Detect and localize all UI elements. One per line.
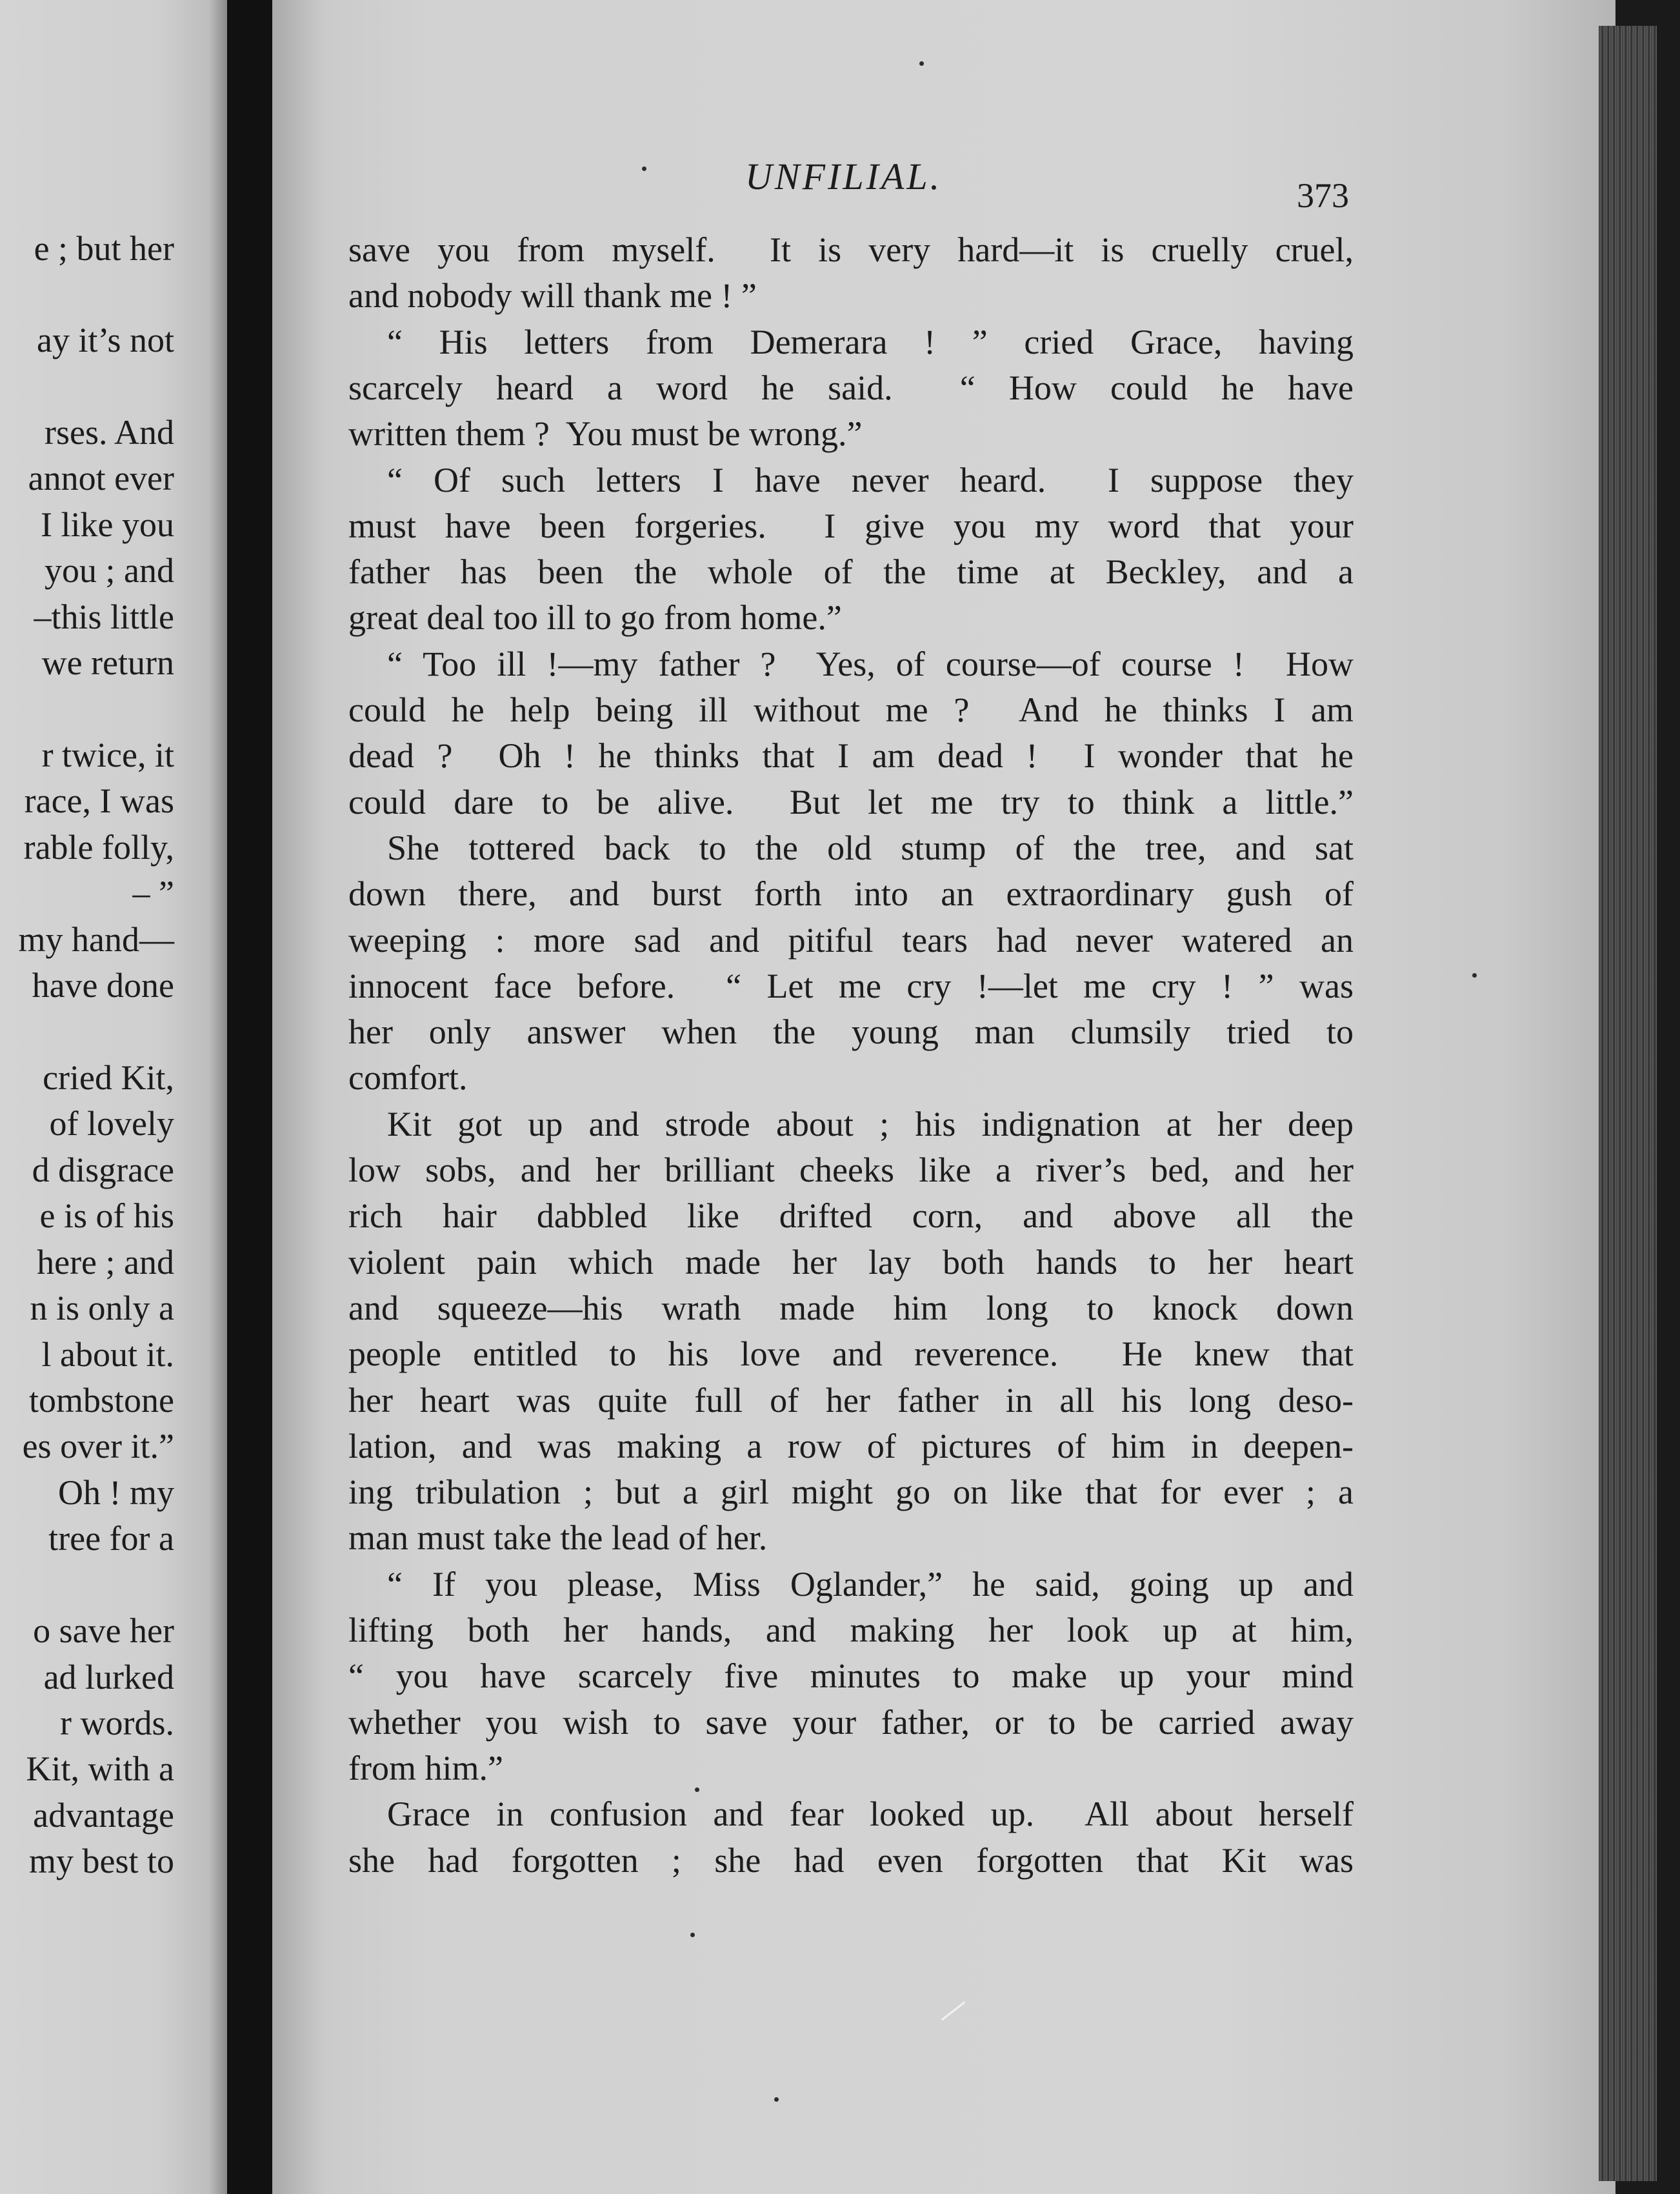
left-page-line: annot ever <box>28 459 174 498</box>
dust-speck <box>690 1933 695 1937</box>
left-page-line: I like you <box>41 505 174 544</box>
left-page-line: race, I was <box>24 781 174 820</box>
dust-speck <box>919 61 924 66</box>
body-line: lifting both her hands, and making her look up at him, <box>348 1611 1354 1649</box>
body-line: lation, and was making a row of pictures of him in deepen- <box>348 1426 1354 1465</box>
body-line: innocent face before. “ Let me cry !—let me cry ! ” was <box>348 966 1354 1005</box>
left-page-line: o save her <box>33 1611 174 1650</box>
body-line: scarcely heard a word he said. “ How could he have <box>348 368 1354 407</box>
body-line: her heart was quite full of her father in all his long deso- <box>348 1380 1354 1420</box>
left-page-line: rable folly, <box>23 828 174 867</box>
left-page-line: ay it’s not <box>37 321 174 359</box>
left-page <box>0 0 227 2194</box>
dust-speck <box>642 166 646 171</box>
left-page-line: e ; but her <box>34 229 174 268</box>
left-page-line: have done <box>32 966 174 1005</box>
left-page-line: r twice, it <box>41 736 174 774</box>
page-number: 373 <box>1297 176 1349 215</box>
body-line: father has been the whole of the time at Beckley, and a <box>348 552 1354 592</box>
left-page-line: Kit, with a <box>26 1749 174 1788</box>
body-line: “ If you please, Miss Oglander,” he said, going up and <box>387 1564 1354 1604</box>
left-page-line: you ; and <box>45 551 174 590</box>
body-line: rich hair dabbled like drifted corn, and above all the <box>348 1196 1354 1236</box>
body-line: must have been forgeries. I give you my word that your <box>348 506 1354 545</box>
body-line: people entitled to his love and reverence. He knew that <box>348 1334 1354 1374</box>
dust-speck <box>1472 973 1477 978</box>
body-line: from him.” <box>348 1748 503 1787</box>
book-gutter <box>227 0 272 2194</box>
body-line: she had forgotten ; she had even forgotten that Kit was <box>348 1840 1354 1880</box>
page-edge <box>1599 26 1657 2181</box>
dust-speck <box>774 2097 779 2102</box>
body-line: ing tribulation ; but a girl might go on like that for ever ; a <box>348 1473 1354 1512</box>
left-page-line: es over it.” <box>22 1427 174 1465</box>
body-line: low sobs, and her brilliant cheeks like a river’s bed, and her <box>348 1151 1354 1189</box>
left-page-line: e is of his <box>39 1196 174 1235</box>
body-line: and nobody will thank me ! ” <box>348 276 757 316</box>
dust-speck <box>695 1787 699 1792</box>
left-page-line: my best to <box>29 1842 174 1880</box>
left-page-line: d disgrace <box>32 1151 174 1189</box>
body-line: and squeeze—his wrath made him long to knock down <box>348 1288 1354 1327</box>
left-page-line: we return <box>41 643 174 682</box>
body-line: She tottered back to the old stump of the tree, and sat <box>387 828 1354 867</box>
body-line: “ Too ill !—my father ? Yes, of course—of course ! How <box>387 644 1354 683</box>
left-page-line: here ; and <box>37 1243 174 1282</box>
body-line: down there, and burst forth into an extraordinary gush of <box>348 874 1354 914</box>
body-line: whether you wish to save your father, or to be carried away <box>348 1702 1354 1742</box>
body-line: “ Of such letters I have never heard. I suppose they <box>387 460 1354 499</box>
left-page-line: Oh ! my <box>58 1473 174 1512</box>
body-line: Grace in confusion and fear looked up. All about herself <box>387 1795 1354 1834</box>
left-page-line: tree for a <box>48 1519 174 1558</box>
body-line: dead ? Oh ! he thinks that I am dead ! I wonder that he <box>348 736 1354 776</box>
left-page-line: – ” <box>132 874 174 912</box>
body-line: Kit got up and strode about ; his indignation at her deep <box>387 1104 1354 1143</box>
left-page-line: n is only a <box>30 1289 174 1327</box>
left-page-line: my hand— <box>18 920 174 959</box>
body-line: comfort. <box>348 1058 468 1098</box>
left-page-line: advantage <box>33 1796 174 1835</box>
left-page-line: l about it. <box>41 1335 174 1374</box>
body-line: violent pain which made her lay both hands to her heart <box>348 1242 1354 1282</box>
running-header: UNFILIAL. <box>745 156 943 197</box>
left-page-line: tombstone <box>29 1381 174 1420</box>
body-line: weeping : more sad and pitiful tears had never watered an <box>348 920 1354 960</box>
left-page-line: cried Kit, <box>43 1058 174 1097</box>
left-page-line: ad lurked <box>43 1658 174 1696</box>
body-line: save you from myself. It is very hard—it is cruelly cruel, <box>348 230 1354 269</box>
left-page-line: –this little <box>34 598 174 636</box>
left-page-line: r words. <box>60 1704 174 1742</box>
body-line: “ His letters from Demerara ! ” cried Grace, having <box>387 322 1354 361</box>
body-line: man must take the lead of her. <box>348 1518 768 1558</box>
body-line: her only answer when the young man clumsily tried to <box>348 1012 1354 1052</box>
body-line: great deal too ill to go from home.” <box>348 598 842 638</box>
body-line: written them ? You must be wrong.” <box>348 414 863 454</box>
left-page-line: rses. And <box>45 413 174 452</box>
body-line: could he help being ill without me ? And he thinks I am <box>348 690 1354 729</box>
left-page-line: of lovely <box>49 1104 174 1143</box>
body-line: could dare to be alive. But let me try to think a little.” <box>348 782 1354 821</box>
body-line: “ you have scarcely five minutes to make up your mind <box>348 1656 1354 1696</box>
